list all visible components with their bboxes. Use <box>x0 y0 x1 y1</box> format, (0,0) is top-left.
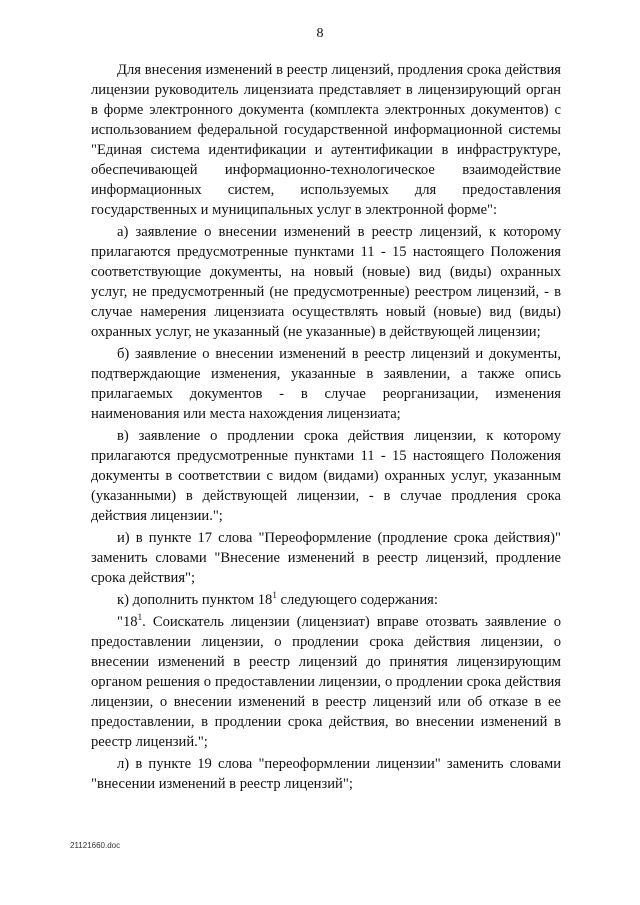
paragraph-item-k-tail: следующего содержания: <box>276 592 438 608</box>
paragraph-intro: Для внесения изменений в реестр лицензий, продления срока действия лицензии руководитель лицензиата представляет в лицензирующий орган в форме электронного документа (комплекта электронных документов) с использованием федеральной государственной информационной системы "Единая система идентификации и аутентификации в инфраструктуре, обеспечивающей информационно-технологическое взаимодействие информационных систем, используемых для предоставления государственных и муниципальных услуг в электронной форме": <box>91 62 561 218</box>
paragraph-item-i: и) в пункте 17 слова "Переоформление (продление срока действия)" заменить словами "Внесение изменений в реестр лицензий, продление срока действия"; <box>91 530 561 586</box>
paragraph-item-v: в) заявление о продлении срока действия лицензии, к которому прилагаются предусмотренные пунктами 11 - 15 настоящего Положения документы в соответствии с видом (видами) охранных услуг, указанным (указанными) в действующей лицензии, - в случае продления срока действия лицензии."; <box>91 428 561 524</box>
paragraph-item-k-text: к) дополнить пунктом 18 <box>117 592 273 608</box>
paragraph-item-a: а) заявление о внесении изменений в реестр лицензий, к которому прилагаются предусмотренные пунктами 11 - 15 настоящего Положения соответствующие документы, на новый (новые) вид (виды) охранных услуг, не предусмотренный (не предусмотренные) реестром лицензий, - в случае намерения лицензиата осуществлять новый (новые) вид (виды) охранных услуг, не указанный (не указанные) в действующей лицензии; <box>91 224 561 340</box>
paragraph-item-l: л) в пункте 19 слова "переоформлении лицензии" заменить словами "внесении изменений в реестр лицензий"; <box>91 756 561 792</box>
clause-18-1-number: "18 <box>117 614 138 630</box>
superscript-number: 1 <box>272 590 277 601</box>
superscript-number: 1 <box>137 612 143 623</box>
paragraph-item-k <box>91 590 561 610</box>
document-body <box>91 60 561 794</box>
page-number: 8 <box>316 26 324 41</box>
clause-18-1-text: . Соискатель лицензии (лицензиат) вправе отозвать заявление о предоставлении лицензии, о продлении срока действия лицензии, о внесении изменений в реестр лицензий до принятия лицензирующим органом решения о предоставлении лицензии, о продлении срока действия лицензии, о внесении изменений в реестр лицензий или об отказе в ее предоставлении, в продлении срока действия, во внесении изменений в реестр лицензий."; <box>91 614 561 750</box>
footer-file-name: 21121660.doc <box>70 841 121 850</box>
paragraph-item-b: б) заявление о внесении изменений в реестр лицензий и документы, подтверждающие изменения, указанные в заявлении, а также опись прилагаемых документов - в случае реорганизации, изменения наименования или места нахождения лицензиата; <box>91 346 561 422</box>
paragraph-clause-18-1 <box>91 612 561 752</box>
